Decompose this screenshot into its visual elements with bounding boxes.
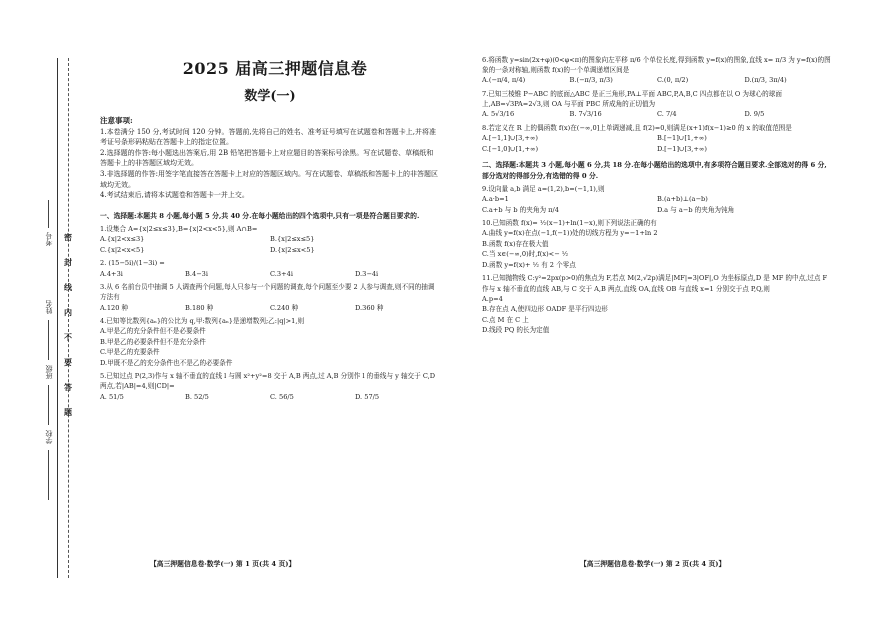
field-line xyxy=(48,385,49,425)
question xyxy=(100,371,440,402)
option-a: A.(−π/4, π/4) xyxy=(482,76,526,85)
question xyxy=(482,184,832,215)
field-line xyxy=(48,320,49,360)
binding-gutter xyxy=(0,0,78,617)
question xyxy=(482,89,832,120)
question xyxy=(482,218,832,270)
option-b: B.(a+b)⊥(a−b) xyxy=(657,195,708,204)
option-c: C.a+b 与 b 的夹角为 π/4 xyxy=(482,205,559,214)
page-2 xyxy=(482,52,832,336)
option-c: C.(0, π/2) xyxy=(657,76,689,85)
field-school: 学校 xyxy=(45,430,53,444)
option-c: C.3+4i xyxy=(270,269,293,278)
notice-item: 1.本卷满分 150 分,考试时间 120 分钟。答题前,先将自己的姓名、准考证号填写在试题卷和答题卡上,并将准考证号条形码粘贴在答题卡上的指定位置。 xyxy=(100,127,436,147)
notice-item: 4.考试结束后,请将本试题卷和答题卡一并上交。 xyxy=(100,191,249,200)
question xyxy=(482,273,832,335)
seal-char: 密 xyxy=(64,232,72,242)
field-line xyxy=(48,450,49,500)
question-stem: 6.将函数 y=sin(2x+φ)(0<φ<π)的图象向左平移 π/6 个单位长度,得到函数 y=f(x)的图象,直线 x= π/3 为 y=f(x)的图象的一条对称轴,则函数 f(x)的一个单调递增区间是 xyxy=(482,56,831,75)
question-stem: 11.已知抛物线 C:y²=2px(p>0)的焦点为 F,若点 M(2,√2p)满足|MF|=3|OF|,O 为坐标原点,D 是 MF 的中点,过点 F 作与 x 轴不垂直的直线 AB,与 C 交于 A,B 两点,直线 OA,直线 OB 与直线 x=1 分别交于点 P,Q,则 xyxy=(482,274,828,293)
option-d: D.线段 PQ 的长为定值 xyxy=(482,326,550,335)
option-a: A.甲是乙的充分条件但不是必要条件 xyxy=(100,327,206,336)
option-list xyxy=(482,133,832,154)
option-a: A. 51/5 xyxy=(100,392,124,401)
option-d: D.3−4i xyxy=(355,269,379,278)
question-stem: 4.已知等比数列{aₙ}的公比为 q,甲:数列{aₙ}是递增数列;乙:|q|>1,则 xyxy=(100,317,305,326)
field-name: 姓名 xyxy=(45,300,53,314)
option-b: B. 7√3/16 xyxy=(569,110,602,119)
field-class: 班级 xyxy=(45,365,53,379)
option-a: A.[−1,1]∪[3,+∞) xyxy=(482,134,538,143)
question xyxy=(482,55,832,86)
option-d: D.360 种 xyxy=(355,303,384,312)
question-stem: 10.已知函数 f(x)= ½(x−1)+ln(1−x),则下列说法正确的有 xyxy=(482,219,657,228)
seal-notice xyxy=(62,232,74,418)
option-d: D. 57/5 xyxy=(355,392,380,401)
option-b: B.存在点 A,使四边形 OADF 是平行四边形 xyxy=(482,305,608,314)
question-stem: 8.若定义在 R 上的偶函数 f(x)在(−∞,0]上单调递减,且 f(2)=0,则满足(x+1)f(x−1)≥0 的 x 的取值范围是 xyxy=(482,123,792,132)
question-stem: 1.设集合 A={x|2≤x≤3},B={x|2<x<5},则 A∩B= xyxy=(100,225,258,234)
option-d: D.[−1]∪[3,+∞) xyxy=(657,144,707,153)
question xyxy=(100,316,440,368)
question xyxy=(100,258,440,279)
question-stem: 2. (15−5i)/(1−3i) = xyxy=(100,259,165,268)
option-a: A.4+3i xyxy=(100,269,123,278)
page-1 xyxy=(100,56,440,402)
option-d: D.a 与 a−b 的夹角为钝角 xyxy=(657,205,735,214)
question-stem: 3.从 6 名前台员中抽调 5 人调查两个问题,每人只参与一个问题的调查,每个问题至少要 2 人参与调查,则不同的抽调方法有 xyxy=(100,283,435,302)
option-list xyxy=(100,303,440,314)
question xyxy=(482,123,832,154)
option-list xyxy=(100,234,440,255)
option-list xyxy=(482,228,832,270)
question-list xyxy=(482,55,832,154)
option-list xyxy=(100,326,440,368)
binding-line xyxy=(57,58,58,578)
option-a: A.曲线 y=f(x)在点(−1,f(−1))处的切线方程为 y=−1+ln 2 xyxy=(482,229,658,238)
option-list xyxy=(482,194,832,215)
option-b: B.{x|2≤x≤5} xyxy=(270,235,315,244)
option-c: C.当 x∈(−∞,0)时,f(x)<− ½ xyxy=(482,250,569,259)
seal-char: 不 xyxy=(64,332,72,342)
option-c: C.点 M 在 C 上 xyxy=(482,315,529,324)
seal-char: 答 xyxy=(64,382,72,392)
question-stem: 7.已知三棱锥 P−ABC 的底面△ABC 是正三角形,PA⊥平面 ABC,P,A,B,C 四点都在以 O 为球心的球面上,AB=√3PA=2√3,则 OA 与平面 PBC 所成角的正切值为 xyxy=(482,89,782,109)
seal-char: 线 xyxy=(64,282,72,292)
option-c: C. 56/5 xyxy=(270,392,294,401)
option-a: A.120 种 xyxy=(100,303,129,312)
option-b: B.(−π/3, π/3) xyxy=(569,76,613,85)
option-a: A.a·b=1 xyxy=(482,195,509,204)
question-stem: 5.已知过点 P(2,3)作与 x 轴不垂直的直线 l 与圆 x²+y²=8 交于 A,B 两点,过 A,B 分别作 l 的垂线与 y 轴交于 C,D 两点,若|AB|=4,则|CD|= xyxy=(100,372,436,391)
option-d: D. 9/5 xyxy=(744,110,765,119)
option-list xyxy=(100,269,440,280)
page-2-footer: 【高三押题信息卷·数学(一) 第 2 页(共 4 页)】 xyxy=(580,560,726,568)
question xyxy=(100,224,440,255)
page-1-footer: 【高三押题信息卷·数学(一) 第 1 页(共 4 页)】 xyxy=(150,560,296,568)
option-b: B.甲是乙的必要条件但不是充分条件 xyxy=(100,337,206,346)
seal-char: 题 xyxy=(64,407,72,417)
option-b: B.函数 f(x)存在极大值 xyxy=(482,239,549,248)
notice-item: 2.选择题的作答:每小题选出答案后,用 2B 铅笔把答题卡上对应题目的答案标号涂黑。写在试题卷、草稿纸和答题卡上的非答题区域均无效。 xyxy=(100,148,434,168)
question xyxy=(100,282,440,313)
option-b: B.[−1]∪[1,+∞) xyxy=(657,134,707,143)
option-d: D.甲既不是乙的充分条件也不是乙的必要条件 xyxy=(100,358,233,367)
option-list xyxy=(482,109,832,120)
option-c: C.甲是乙的充要条件 xyxy=(100,348,160,357)
seal-char: 内 xyxy=(64,307,72,317)
notice-item: 3.非选择题的作答:用签字笔直接答在答题卡上对应的答题区域内。写在试题卷、草稿纸和答题卡上的非答题区域均无效。 xyxy=(100,169,439,189)
option-d: D.{x|2≤x<5} xyxy=(270,245,315,254)
notice-heading: 注意事项: xyxy=(100,116,133,125)
option-d: D.(π/3, 3π/4) xyxy=(744,76,787,85)
exam-title: 2025 届高三押题信息卷 xyxy=(182,59,368,78)
option-a: A. 5√3/16 xyxy=(482,110,515,119)
option-a: A.{x|2<x≤3} xyxy=(100,235,145,244)
option-b: B. 52/5 xyxy=(185,392,209,401)
question-list xyxy=(100,224,440,402)
option-c: C. 7/4 xyxy=(657,110,677,119)
section-2-heading: 二、选择题:本题共 3 小题,每小题 6 分,共 18 分.在每小题给出的选项中,有多项符合题目要求.全部选对的得 6 分,部分选对的得部分分,有选错的得 0 分. xyxy=(482,161,827,180)
seal-char: 要 xyxy=(64,357,72,367)
seal-char: 封 xyxy=(64,257,72,267)
section-1-heading: 一、选择题:本题共 8 小题,每小题 5 分,共 40 分.在每小题给出的四个选项中,只有一项是符合题目要求的. xyxy=(100,211,420,220)
option-c: C.{x|2<x<5} xyxy=(100,245,145,254)
option-list xyxy=(482,75,832,86)
option-d: D.函数 y=f(x)+ ½ 有 2 个零点 xyxy=(482,260,576,269)
option-b: B.4−3i xyxy=(185,269,208,278)
question-stem: 9.设向量 a,b 满足 a=(1,2),b=(−1,1),则 xyxy=(482,185,605,194)
option-a: A.p=4 xyxy=(482,294,503,303)
question-list xyxy=(482,184,832,336)
option-list xyxy=(100,392,440,403)
option-b: B.180 种 xyxy=(185,303,214,312)
option-c: C.240 种 xyxy=(270,303,299,312)
notice-block xyxy=(100,116,440,201)
option-c: C.[−1,0]∪[1,+∞) xyxy=(482,144,539,153)
option-list xyxy=(482,294,832,336)
exam-subtitle: 数学(一) xyxy=(244,89,296,104)
field-exam-number: 考号 xyxy=(45,232,53,246)
field-line xyxy=(48,200,49,228)
